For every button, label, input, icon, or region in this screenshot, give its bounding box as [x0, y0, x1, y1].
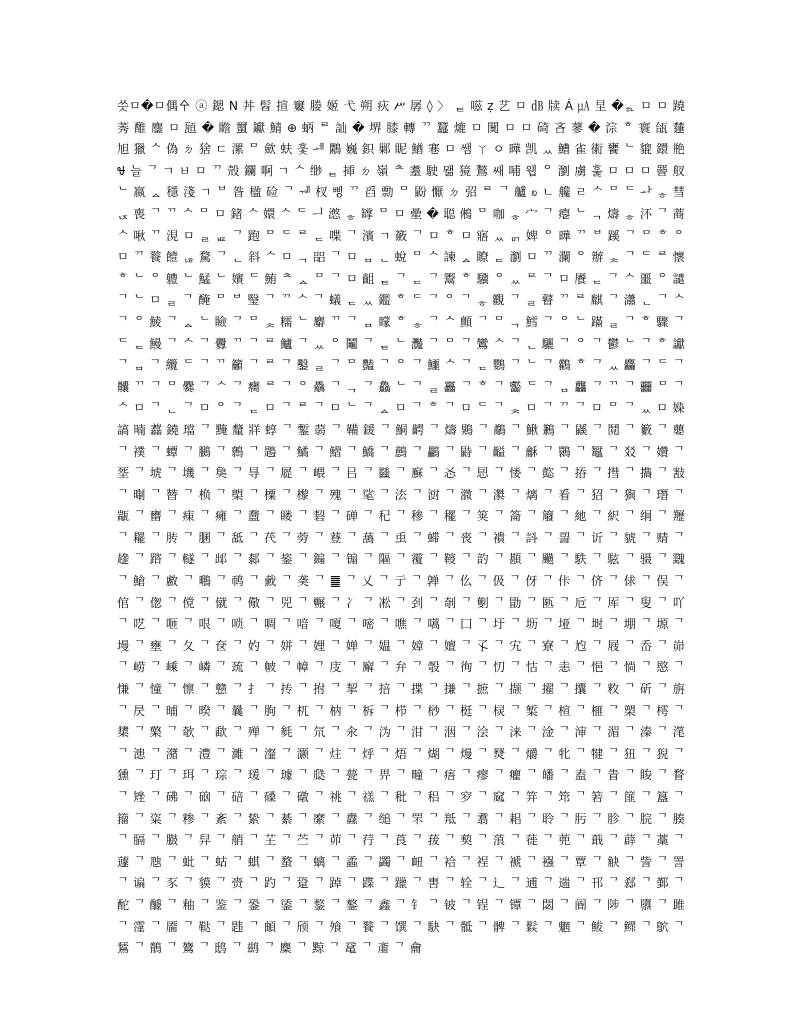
body-text: 씃ㅁ�ㅁ偶㐃 ⓐ 鍶 Ν 丼 髫 揎 窶 媵 姬 弋 朔 疢 ሥ 孱 ◊ 〉 ᇀ 嗞 ẓ 艺 ㅁ ㏈ 牍 Á ㎂ 圼 �ᇵ ㅁ ㅁ 蹺 莠 醀 鏖 ㅁ 瓸 � 瞻 蠒 钀 鯖 ⊕ 蛃 ᄅ 訕 � 堺 膝 轉 ᄁ 蠶 熝 ㅁ 闃 ㅁ ㅁ 碕 吝 蓼 � 淙 ᄒ 寰 瓵 㯬 旭 獵 ᄉ 偽 ㄉ 猞 ㄷ 漯 ᄆ 歛 蚨 훛 ᆀ 鷴 巍 鉙 鄛 眤 鰌 寋 ㅁ 쌤 ㄚ ㅇ 曄 凯 ᆻ 鰽 雀 䘘 饔 ᄂ 貔 鐶 艵 Ꮰ 늘 ᄀ ㄱ ㅂ ㅁ ᄁ 殼 鑭 啊 ㄱ ᄉ 缈 ᇀ 揷 ㄉ 嶺 ᄎ 耋 駛 뫪 獍 鶖 쌔 哺 웹 ᄋ 瀏 虜 훑 ㅁ ㅁ ㅁ 罾 䑡 ᄂ 嬴 ᇫ 穩 淺 ㄱ ᄇ 昝 楹 硷 ᄀ ᆌ 杈 삥 ᄁ 舀 勡 ᄆ 鼢 懨 ㄉ 弨 ᄅ ᄀ 艫 ꧠ ㄴ 艬 ㄹ ᄉ ᄆ ᄃ ᅪ ᇂ 彗 ᆬ 喪 ᄀ ᄁ ᄉ ᄆ ㅁ 鍺 ᄉ 嬛 ᄉ ᄃ ᅴ 滺 ᇂ 罉 ᄆ ㅁ 曐 � 聪 鵂 ᄆ 咖 ᇂ 宀 ᄀ 瘪 ᄂ ᆨ 燽 ᇂ 㳅 ᄀ 蔏 ᄉ 啾 ᄁ 涀 ㅁ ᆯ ᇤ ᄀ 跑 ᄆ ᄃ ᄅ ᆮ 喋 ᄀ 濱 ㄱ 籢 ᄀ ㅁ ᄒ ㅁ 寤 ᆻ ᇚ 婢 ᄋ 曄 ᄁ ᄇ 蹊 ᄀ ᄆ ᄒ ᄋ ㅁ ᄁ 餮 饐 ᆭ 騖 ᄀ ᆫ 斜 ᄉ ㅁ ᆨ 㗊 ᄀ ㅁ ᆷ ᆫ 蛻 ᄆ ᄉ 諫 ᇫ 瞭 ᆮ 瀏 ㅁ ᄁ 瀾 ᄋ 辦 ᆾ ᄀ ᄃ ᄅ 懷 ᄒ ᄂ ᄋ 軆 ᄂ 鯭 ᄂ 嬪 ᄃ 鮪 ᄎ ᇫ ᄆ ᄀ ㅁ 齟 ᇀ ᄀ ᆮ ᄀ 鬻 ᄒ 驥 ᄋ ᆻ ᄅ ᄀ ㅁ 餍 ᆮ ᄀ ᄉ 噩 ᄋ 譴 ᄀ ᄂ ㅁ ᆯ ᄀ 醃 ᄆ ᄇ 瑿 ᄀ ᄁ ᄉ ᄀ 蟻 ᆮ ᆻ 鑑 ᄒ ᄃ ᄀ ᄋ ᄀ ᇂ 觀 ᄀ ᆯ 瞽 ᄁ ᄅ 麒 ᄀ 瀟 ᆫ ᄀ ᄉ ᄀ ᄋ 鯪 ᄀ ᇫ ᄂ 瞼 ᄀ ᄆ ᆾ 糯 ᄂ 麝 ᄁ ᄀ ᆷ 矇 ᄒ ᇂ ᄀ ᄉ 顫 ᄀ ᄆ ᆨ 鱈 ᄀ ᄋ ᄂ 蹣 ᆯ ᄀ ᄒ 驟 ᄀ ᄃ ᆮ 鰻 ᄀ ᄉ ᄀ 釁 ᄁ ᄀ ᄅ 鱸 ᄀ ᆻ ᄋ 鬮 ᄀ ᇀ ᄂ 灩 ᄀ ᄆ ᄀ 鸞 ᄉ ᄀ ᆫ 驪 ᄀ ᄋ ᄀ 鬱 ᄂ ᄀ ᄒ 讞 ᄀ ᆷ ᄀ 纜 ᄃ ᄀ ᄁ 籲 ᄀ ᄅ ᄀ 鑿 ᆯ ᄀ ᄆ 豔 ᄀ ᄋ ᄀ 鱷 ᄉ ᄀ ᆮ 鸚 ᄀ ᄂ ᄀ 鸛 ᄒ ᄀ ᆻ 麤 ᄀ ᄃ ᄀ 齉 ᄁ ᄀ ᄆ 爨 ᄀ ᄉ ᄀ 癵 ᄅ ᄀ ᄋ 驫 ᄀ ᆨ ᄀ 鱻 ᄂ ᄀ ᆯ 靐 ᄀ ᄒ ᄀ 齾 ᄃ ᄀ ᆷ 龘 ᄀ ᄁ ᄀ 䨻 ᄆ ᄀ ᄉ ㅁ ᄀ ᆫ ᄀ ㅁ ᄋ ᄀ ᆮ ㅁ ᄀ ᄅ ᄀ ㅁ ᄂ ᄀ ᇫ ㅁ ᄀ ᄒ ᄀ ㅁ ᄃ ᄀ ᆾ ㅁ ᄀ ᄁ ᄀ ㅁ ᄆ ᄀ ᆻ ㅁ 媣 謞 暔 䖃 鐃 璫 ᄀ 黤 釐 牂 蜳 ᄀ 鏨 蒻 ᄀ 鞴 鍰 ᄀ 鮦 齶 ᄀ 燽 鶪 ᄀ 鷸 ᄀ 鰍 鶼 ᄀ 鼷 ᄀ 鬩 ᄀ 籔 ᄀ 蘡 ᄀ 襆 ᄀ 蟫 ᄀ 鵩 ᄀ 鷯 ᄀ 鶗 ᄀ 鱊 ᄀ 鰼 ᄀ 鱎 ᄀ 鷾 ᄀ 鸓 ᄀ 鼭 ᄀ 齸 ᄀ 龢 ᄀ 䴉 ᄀ 䵹 ᄀ 㸚 ᄀ 㜺 ᄀ 㘸 ᄀ 㙈 ᄀ 㙨 ᄀ 㚟 ᄀ 㝵 ᄀ 㞞 ᄀ 㟪 ᄀ 㠯 ᄀ 㡭 ᄀ 㢝 ᄀ 㣻 ᄀ 㤙 ᄀ 㥪 ᄀ 㦤 ᄀ 㧷 ᄀ 㨹 ᄀ 㩦 ᄀ 㪡 ᄀ 㫼 ᄀ 㬱 ᄀ 㭥 ᄀ 㮾 ᄀ 㯨 ᄀ 㰀 ᄀ 㱱 ᄀ 㲚 ᄀ 㳒 ᄀ 㴻 ᄀ 㵟 ᄀ 㶋 ᄀ 㷰 ᄀ 㸔 ᄀ 㹦 ᄀ 㺞 ᄀ 㻸 ᄀ 㼷 ᄀ 㽫 ᄀ 㾊 ᄀ 㿈 ᄀ 䀉 ᄀ 䁖 ᄀ 䂮 ᄀ 䃅 ᄀ 䄫 ᄀ 䅟 ᄀ 䆉 ᄀ 䇲 ᄀ 䈁 ᄀ 䉬 ᄀ 䊶 ᄀ 䋇 ᄀ 䌹 ᄀ 䍽 ᄀ 䎱 ᄀ 䏝 ᄀ 䐃 ᄀ 䑛 ᄀ 䒫 ᄀ 䓖 ᄀ 䔲 ᄀ 䕵 ᄀ 䖝 ᄀ 䗖 ᄀ 䘮 ᄀ 䙡 ᄀ 䚵 ᄀ 䛐 ᄀ 䜣 ᄀ 䝞 ᄀ 䞍 ᄀ 䟃 ᄀ 䠖 ᄀ 䡵 ᄀ 䢺 ᄀ 䣛 ᄀ 䤰 ᄀ 䥇 ᄀ 䦂 ᄀ 䧢 ᄀ 䨱 ᄀ 䩳 ᄀ 䪨 ᄀ 䫖 ᄀ 䬝 ᄀ 䭿 ᄀ 䮄 ᄀ 䯅 ᄀ 䰰 ᄀ 䱽 ᄀ 䲣 ᄀ 䳟 ᄀ 䴓 ᄀ 䵧 ᄀ 䶮 ᄀ ䷀ ᄀ 乂 ᄀ 亍 ᄀ 亸 ᄀ 仫 ᄀ 伋 ᄀ 伢 ᄀ 佧 ᄀ 侪 ᄀ 俅 ᄀ 俣 ᄀ 倌 ᄀ 偬 ᄀ 傥 ᄀ 僦 ᄀ 儆 ᄀ 兕 ᄀ 冁 ᄀ 冫 ᄀ 凇 ᄀ 刭 ᄀ 剞 ᄀ 劐 ᄀ 勖 ᄀ 匦 ᄀ 卮 ᄀ 厍 ᄀ 叟 ᄀ 吖 ᄀ 呓 ᄀ 咂 ᄀ 哏 ᄀ 唢 ᄀ 啁 ᄀ 喑 ᄀ 嗄 ᄀ 嘧 ᄀ 噍 ᄀ 嚆 ᄀ 囗 ᄀ 圩 ᄀ 坜 ᄀ 垭 ᄀ 埘 ᄀ 堋 ᄀ 塬 ᄀ 墁 ᄀ 壅 ᄀ 夂 ᄀ 奁 ᄀ 妁 ᄀ 姘 ᄀ 娌 ᄀ 婵 ᄀ 媪 ᄀ 嫜 ᄀ 嬗 ᄀ 孓 ᄀ 宄 ᄀ 寮 ᄀ 尥 ᄀ 屐 ᄀ 岙 ᄀ 峁 ᄀ 崂 ᄀ 嵊 ᄀ 嶙 ᄀ 巯 ᄀ 帔 ᄀ 幛 ᄀ 庋 ᄀ 廨 ᄀ 弁 ᄀ 彀 ᄀ 徇 ᄀ 忉 ᄀ 怙 ᄀ 恚 ᄀ 悒 ᄀ 惝 ᄀ 愍 ᄀ 慊 ᄀ 憧 ᄀ 懔 ᄀ 戆 ᄀ 扌 ᄀ 抟 ᄀ 拊 ᄀ 挈 ᄀ 掊 ᄀ 揲 ᄀ 搛 ᄀ 摭 ᄀ 撷 ᄀ 擢 ᄀ 攮 ᄀ 敉 ᄀ 斫 ᄀ 旃 ᄀ 昃 ᄀ 晡 ᄀ 暌 ᄀ 曩 ᄀ 朐 ᄀ 杌 ᄀ 枘 ᄀ 柝 ᄀ 栉 ᄀ 桫 ᄀ 梃 ᄀ 棂 ᄀ 椠 ᄀ 楦 ᄀ 榧 ᄀ 槊 ᄀ 樗 ᄀ 橥 ᄀ 檠 ᄀ 欹 ᄀ 歃 ᄀ 殚 ᄀ 毵 ᄀ 氘 ᄀ 汆 ᄀ 沩 ᄀ 泔 ᄀ 洇 ᄀ 浍 ᄀ 涞 ᄀ 淦 ᄀ 渖 ᄀ 湄 ᄀ 溱 ᄀ 滗 ᄀ 漶 ᄀ 潴 ᄀ 澧 ᄀ 濉 ᄀ 瀣 ᄀ 灏 ᄀ 炷 ᄀ 烀 ᄀ 焐 ᄀ 煳 ᄀ 熳 ᄀ 燹 ᄀ 爝 ᄀ 牝 ᄀ 犍 ᄀ 狃 ᄀ 猊 ᄀ 獯 ᄀ 玎 ᄀ 珥 ᄀ 琮 ᄀ 瑗 ᄀ 璩 ᄀ 瓞 ᄀ 甍 ᄀ 畀 ᄀ 疃 ᄀ 痦 ᄀ 瘳 ᄀ 癯 ᄀ 皤 ᄀ 盍 ᄀ 眚 ᄀ 睃 ᄀ 瞀 ᄀ 矬 ᄀ 砩 ᄀ 硇 ᄀ 碚 ᄀ 磉 ᄀ 礅 ᄀ 祧 ᄀ 禚 ᄀ 秕 ᄀ 稆 ᄀ 穸 ᄀ 窳 ᄀ 笄 ᄀ 筇 ᄀ 箬 ᄀ 篚 ᄀ 簋 ᄀ 籀 ᄀ 粢 ᄀ 糁 ᄀ 紊 ᄀ 絷 ᄀ 綦 ᄀ 縻 ᄀ 纛 ᄀ 缒 ᄀ 罘 ᄀ 羝 ᄀ 翥 ᄀ 耜 ᄀ 聆 ᄀ 肟 ᄀ 胗 ᄀ 脘 ᄀ 腠 ᄀ 膈 ᄀ 臌 ᄀ 舁 ᄀ 艄 ᄀ 芏 ᄀ 苎 ᄀ 茆 ᄀ 荇 ᄀ 莨 ᄀ 菝 ᄀ 葜 ᄀ 蒗 ᄀ 蓰 ᄀ 蔸 ᄀ 蕺 ᄀ 薜 ᄀ 藁 ᄀ 蘧 ᄀ 虺 ᄀ 蚍 ᄀ 蛄 ᄀ 蜞 ᄀ 蝥 ᄀ 螭 ᄀ 蟊 ᄀ 蠲 ᄀ 衄 ᄀ 袷 ᄀ 裎 ᄀ 褫 ᄀ 襁 ᄀ 覃 ᄀ 觖 ᄀ 訾 ᄀ 詈 ᄀ 谝 ᄀ 豕 ᄀ 貘 ᄀ 赍 ᄀ 趵 ᄀ 跫 ᄀ 踔 ᄀ 蹀 ᄀ 躐 ᄀ 軎 ᄀ 辁 ᄀ 辶 ᄀ 逋 ᄀ 遄 ᄀ 邗 ᄀ 郄 ᄀ 鄞 ᄀ 酡 ᄀ 醵 ᄀ 釉 ᄀ 鉴 ᄀ 銎 ᄀ 鋈 ᄀ 鍪 ᄀ 鏊 ᄀ 鑫 ᄀ 钅 ᄀ 铍 ᄀ 锃 ᄀ 镡 ᄀ 閟 ᄀ 阍 ᄀ 陟 ᄀ 隳 ᄀ 雎 ᄀ 霪 ᄀ 靥 ᄀ 鞑 ᄀ 韪 ᄀ 頔 ᄀ 颀 ᄀ 飧 ᄀ 餮 ᄀ 馔 ᄀ 駃 ᄀ 骶 ᄀ 髀 ᄀ 鬏 ᄀ 魍 ᄀ 鲅 ᄀ 鳏 ᄀ 鴥 ᄀ 鵟 ᄀ 鶺 ᄀ 鷟 ᄀ 鸱 ᄀ 鹚 ᄀ 麇 ᄀ 黥 ᄀ 鼋 ᄀ 齑 ᄀ 龠: [117, 99, 685, 956]
